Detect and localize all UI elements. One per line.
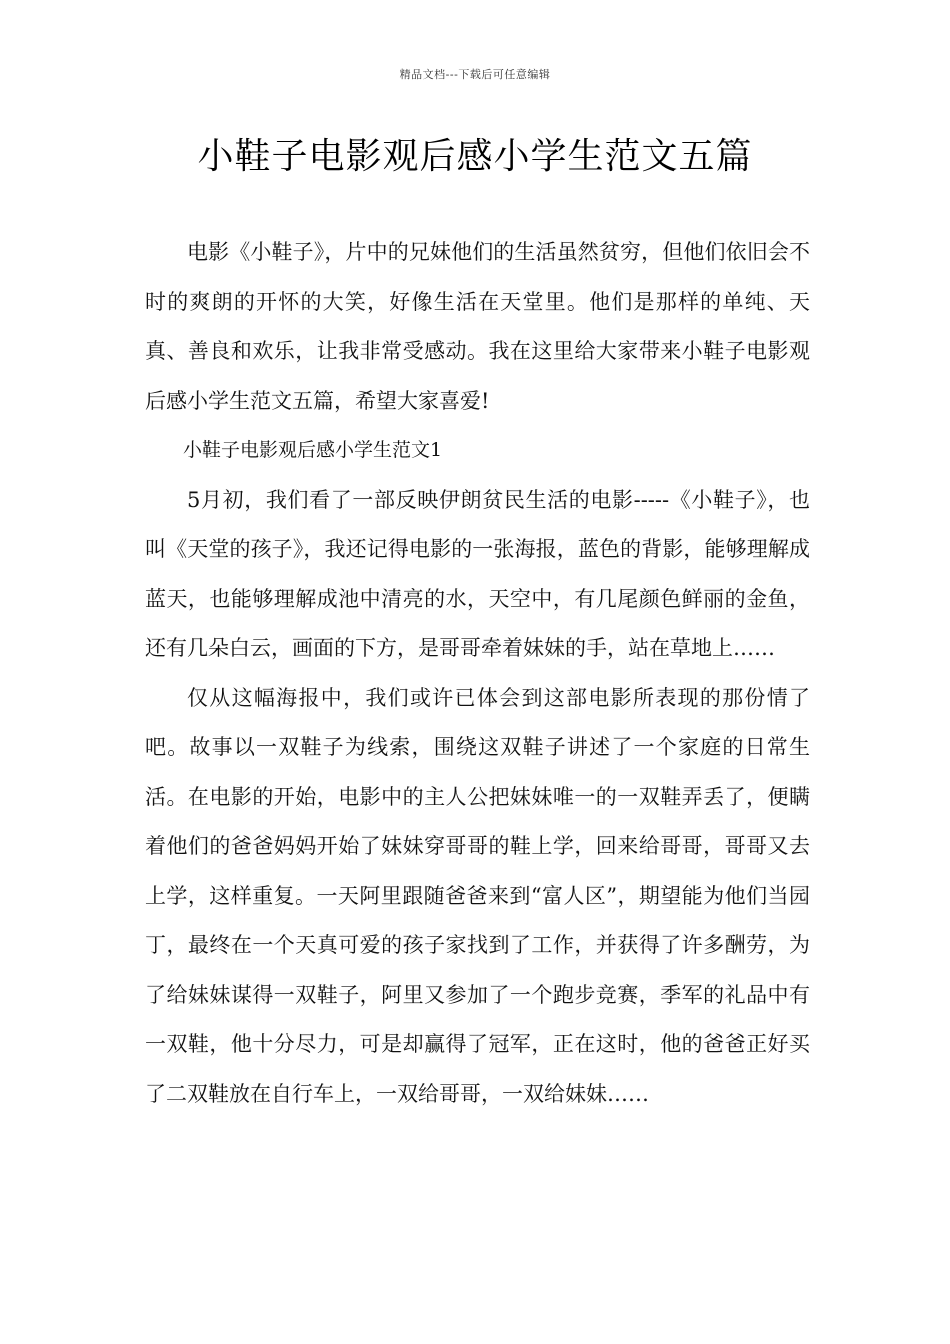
section-heading: 小鞋子电影观后感小学生范文1 [183, 439, 443, 461]
body-paragraph: 仅从这幅海报中，我们或许已体会到这部电影所表现的那份情了吧。故事以一双鞋子为线索，围绕这双鞋子讲述了一个家庭的日常生活。在电影的开始，电影中的主人公把妹妹唯一的一双鞋弄丢了，便瞒着他们的爸爸妈妈开始了妹妹穿哥哥的鞋上学，回来给哥哥，哥哥又去上学，这样重复。一天阿里跟随爸爸来到“富人区”，期望能为他们当园丁，最终在一个天真可爱的孩子家找到了工作，并获得了许多酬劳，为了给妹妹谋得一双鞋子，阿里又参加了一个跑步竞赛，季军的礼品中有一双鞋，他十分尽力，可是却赢得了冠军，正在这时，他的爸爸正好买了二双鞋放在自行车上，一双给哥哥，一双给妹妹…… [145, 685, 810, 1106]
intro-paragraph: 电影《小鞋子》，片中的兄妹他们的生活虽然贫穷，但他们依旧会不时的爽朗的开怀的大笑，好像生活在天堂里。他们是那样的单纯、天真、善良和欢乐，让我非常受感动。我在这里给大家带来小鞋子电影观后感小学生范文五篇，希望大家喜爱! [145, 240, 810, 413]
body-paragraph: 5月初，我们看了一部反映伊朗贫民生活的电影-----《小鞋子》，也叫《天堂的孩子》，我还记得电影的一张海报，蓝色的背影，能够理解成蓝天，也能够理解成池中清亮的水，天空中，有几尾颜色鲜丽的金鱼，还有几朵白云，画面的下方，是哥哥牵着妹妹的手，站在草地上…… [145, 487, 810, 660]
document-body [145, 228, 810, 1119]
page-header-note: 精品文档---下载后可任意编辑 [399, 68, 551, 81]
document-title: 小鞋子电影观后感小学生范文五篇 [197, 136, 753, 177]
